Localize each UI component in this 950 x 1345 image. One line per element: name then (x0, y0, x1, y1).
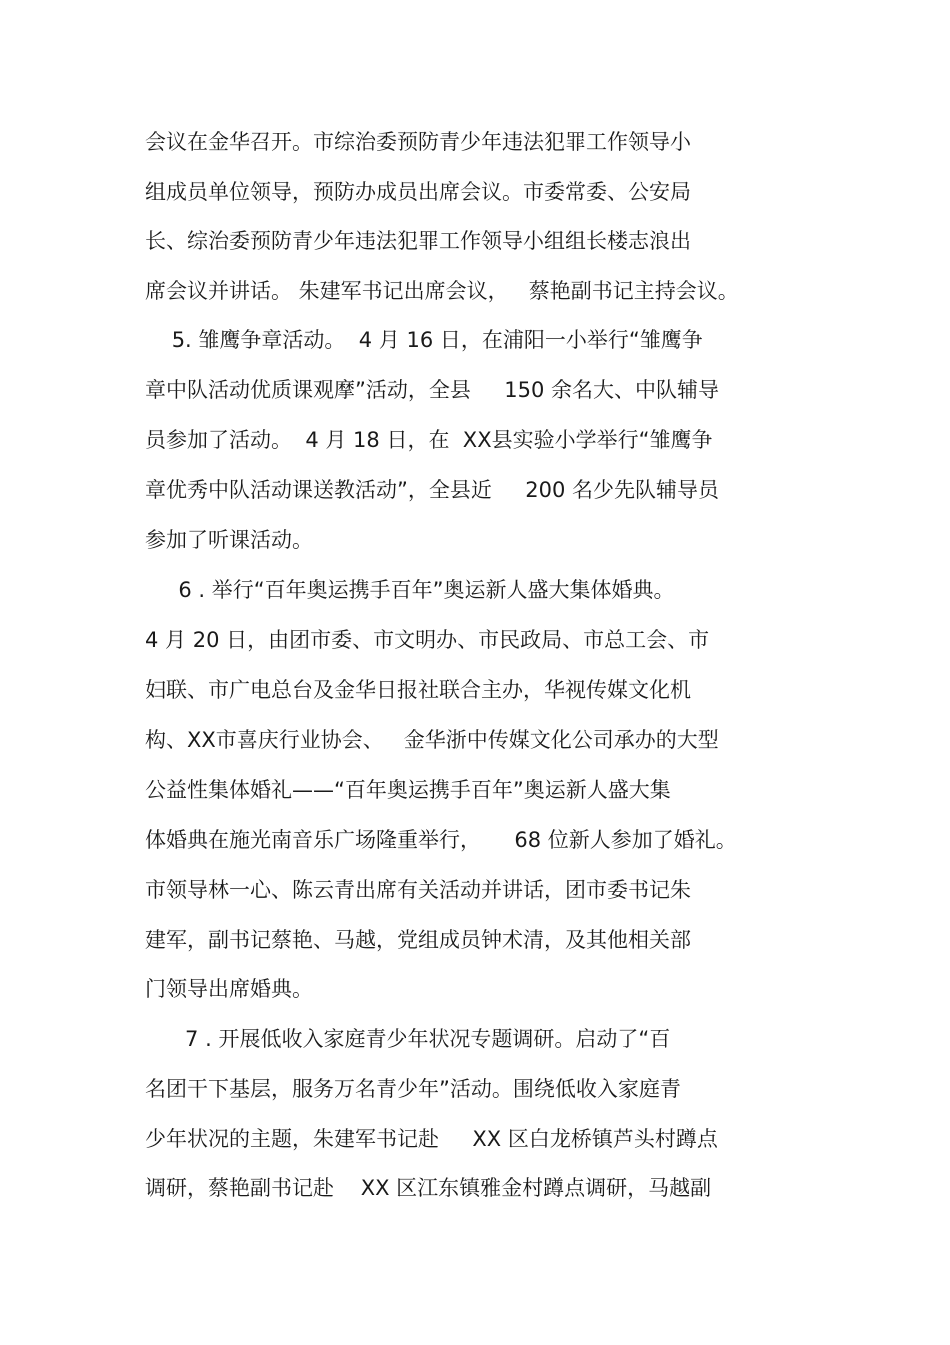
text-line: 会议在金华召开。市综治委预防青少年违法犯罪工作领导小 (145, 130, 691, 154)
text-line: 公益性集体婚礼——“百年奥运携手百年”奥运新人盛大集 (145, 778, 671, 802)
text-line: 体婚典在施光南音乐广场隆重举行， 68 位新人参加了婚礼。 (145, 828, 737, 852)
text-line: 4 月 20 日，由团市委、市文明办、市民政局、市总工会、市 (145, 628, 710, 652)
text-line: 建军，副书记蔡艳、马越，党组成员钟术清，及其他相关部 (145, 928, 691, 952)
text-line: 6 . 举行“百年奥运携手百年”奥运新人盛大集体婚典。 (145, 578, 675, 602)
text-line: 名团干下基层，服务万名青少年”活动。围绕低收入家庭青 (145, 1077, 681, 1101)
text-line: 市领导林一心、陈云青出席有关活动并讲话，团市委书记朱 (145, 878, 691, 902)
text-line: 组成员单位领导，预防办成员出席会议。市委常委、公安局 (145, 180, 691, 204)
text-line: 席会议并讲话。 朱建军书记出席会议， 蔡艳副书记主持会议。 (145, 279, 739, 303)
text-line: 参加了听课活动。 (145, 528, 313, 552)
text-line: 员参加了活动。 4 月 18 日，在 XX县实验小学举行“雏鹰争 (145, 428, 713, 452)
text-line: 少年状况的主题，朱建军书记赴 XX 区白龙桥镇芦头村蹲点 (145, 1127, 718, 1151)
text-line: 5. 雏鹰争章活动。 4 月 16 日，在浦阳一小举行“雏鹰争 (145, 328, 703, 352)
text-line: 7 . 开展低收入家庭青少年状况专题调研。启动了“百 (145, 1027, 671, 1051)
text-line: 门领导出席婚典。 (145, 977, 313, 1001)
text-line: 构、XX市喜庆行业协会、 金华浙中传媒文化公司承办的大型 (145, 728, 719, 752)
text-line: 长、综治委预防青少年违法犯罪工作领导小组组长楼志浪出 (145, 229, 691, 253)
text-line: 章优秀中队活动课送教活动”，全县近 200 名少先队辅导员 (145, 478, 720, 502)
text-line: 章中队活动优质课观摩”活动，全县 150 余名大、中队辅导 (145, 378, 720, 402)
text-line: 妇联、市广电总台及金华日报社联合主办，华视传媒文化机 (145, 678, 691, 702)
text-line: 调研，蔡艳副书记赴 XX 区江东镇雅金村蹲点调研，马越副 (145, 1176, 712, 1200)
